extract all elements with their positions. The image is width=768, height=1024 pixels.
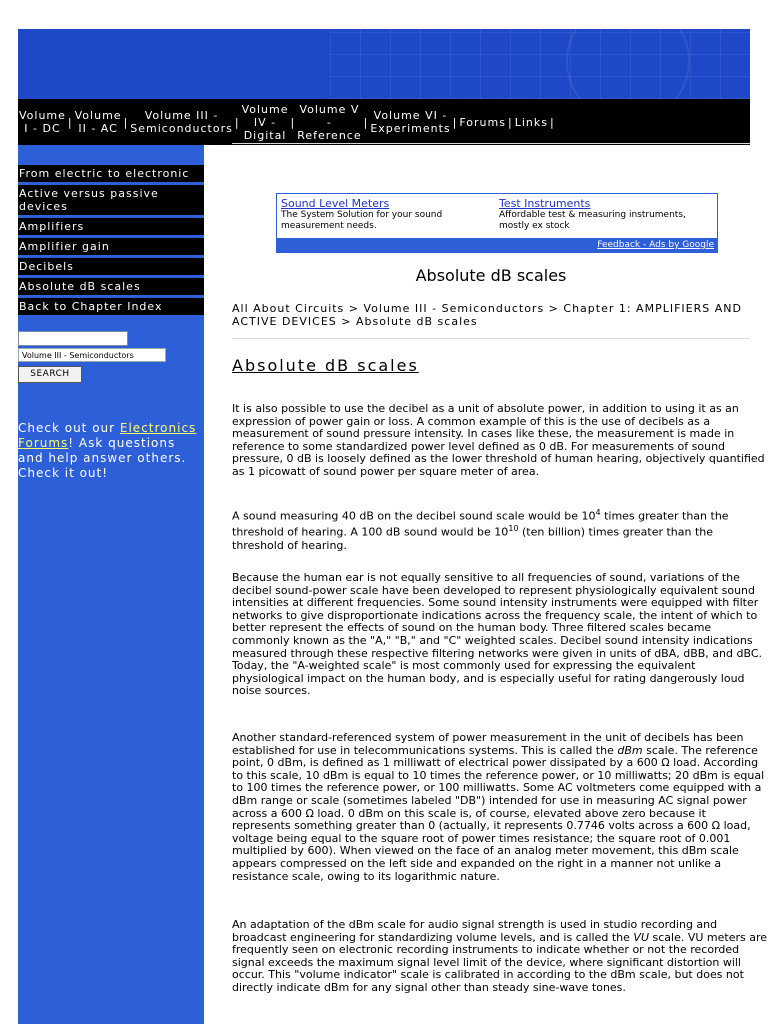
banner-circle-decoration	[566, 29, 690, 99]
search-volume-select[interactable]: Volume III - Semiconductors	[18, 348, 166, 362]
nav-separator: |	[290, 115, 296, 129]
paragraph: An adaptation of the dBm scale for audio signal strength is used in studio recording and broadcast engineering for standardizing volume levels, and is called the VU scale. VU meters are frequently seen on electronic recording instruments to indicate whether or not the recorded signal exceeds the maximum signal level limit of the device, where significant distortion will occur. This "volume indicator" scale is calibrated in according to the dBm scale, but does not directly indicate dBm for any signal other than steady sine-wave tones.	[232, 918, 768, 994]
nav-volume-1[interactable]: Volume I - DC	[19, 109, 66, 135]
breadcrumb-divider	[232, 338, 750, 339]
header-divider	[232, 143, 750, 144]
ad-title-link[interactable]: Test Instruments	[499, 197, 591, 210]
ads-footer	[277, 238, 717, 252]
section-heading: Absolute dB scales	[232, 356, 419, 375]
menu-item-active-versus-passive[interactable]: Active versus passive devices	[18, 185, 204, 215]
menu-item-amplifiers[interactable]: Amplifiers	[18, 218, 204, 235]
nav-separator: |	[549, 115, 555, 129]
nav-separator: |	[452, 115, 458, 129]
nav-separator: |	[507, 115, 513, 129]
menu-item-decibels[interactable]: Decibels	[18, 258, 204, 275]
search-button[interactable]: SEARCH	[18, 366, 82, 383]
nav-volume-3[interactable]: Volume III - Semiconductors	[130, 109, 233, 135]
ad-title-link[interactable]: Sound Level Meters	[281, 197, 390, 210]
chapter-menu	[18, 165, 204, 318]
menu-item-amplifier-gain[interactable]: Amplifier gain	[18, 238, 204, 255]
nav-volume-4[interactable]: Volume IV - Digital	[241, 102, 289, 142]
ad-sound-level-meters	[281, 197, 491, 232]
menu-item-absolute-db-scales[interactable]: Absolute dB scales	[18, 278, 204, 295]
header-banner	[18, 29, 750, 99]
nav-volume-5[interactable]: Volume V - Reference	[297, 102, 362, 142]
paragraph: Because the human ear is not equally sensitive to all frequencies of sound, variations of the decibel sound-power scale have been developed to represent physiologically equivalent sound intensities at different frequencies. Some sound intensity instruments were equipped with filter networks to give disproportionate indications across the frequency scale, the intent of which to better represent the effects of sound on the human body. Three filtered scales became commonly known as the "A," "B," and "C" weighted scales. Decibel sound intensity indications measured through these respective filtering networks were given in units of dBA, dBB, and dBC. Today, the "A-weighted scale" is most commonly used for expressing the equivalent physiological impact on the human body, and is especially useful for rating dangerously loud noise sources.	[232, 571, 763, 698]
ad-description: Affordable test & measuring instruments, mostly ex stock	[499, 210, 686, 231]
nav-separator: |	[363, 115, 369, 129]
menu-item-from-electric-to-electronic[interactable]: From electric to electronic	[18, 165, 204, 182]
nav-links[interactable]: Links	[514, 115, 548, 129]
ad-test-instruments	[499, 197, 709, 232]
forum-promo: Check out our Electronics Forums! Ask questions and help answer others. Check it out!	[18, 421, 197, 480]
breadcrumb: All About Circuits > Volume III - Semiconductors > Chapter 1: AMPLIFIERS AND ACTIVE DEVICES > Absolute dB scales	[232, 302, 742, 328]
page-title: Absolute dB scales	[415, 266, 567, 285]
nav-separator: |	[234, 115, 240, 129]
ads-feedback-link[interactable]: Feedback - Ads by Google	[597, 240, 714, 250]
search-input[interactable]	[18, 331, 128, 346]
ads-box	[276, 193, 718, 253]
top-navigation	[18, 99, 750, 145]
paragraph: It is also possible to use the decibel as a unit of absolute power, in addition to using it as an expression of power gain or loss. A common example of this is the use of decibels as a measurement of sound pressure intensity. In cases like these, the measurement is made in reference to some standardized power level defined as 0 dB. For measurements of sound pressure, 0 dB is loosely defined as the lower threshold of human hearing, objectively quantified as 1 picowatt of sound power per square meter of area.	[232, 402, 765, 478]
menu-item-back-to-chapter-index[interactable]: Back to Chapter Index	[18, 298, 204, 315]
paragraph: Another standard-referenced system of power measurement in the unit of decibels has been established for use in telecommunications systems. This is called the dBm scale. The reference point, 0 dBm, is defined as 1 milliwatt of electrical power dissipated by a 600 Ω load. According to this scale, 10 dBm is equal to 10 times the reference power, or 10 milliwatts; 20 dBm is equal to 100 times the reference power, or 100 milliwatts. Some AC voltmeters come equipped with a dBm range or scale (sometimes labeled "DB") intended for use in measuring AC signal power across a 600 Ω load. 0 dBm on this scale is, of course, elevated above zero because it represents something greater than 0 (actually, it represents 0.7746 volts across a 600 Ω load, voltage being equal to the square root of power times resistance; the square root of 0.001 multiplied by 600). When viewed on the face of an analog meter movement, this dBm scale appears compressed on the left side and expanded on the right in a manner not unlike a resistance scale, owing to its logarithmic nature.	[232, 731, 765, 883]
ad-description: The System Solution for your sound measurement needs.	[281, 210, 443, 231]
paragraph: A sound measuring 40 dB on the decibel sound scale would be $10^4$ times greater than the threshold of hearing. A 100 dB sound would be $10^{10}$ (ten billion) times greater than the threshold of hearing.	[232, 508, 729, 552]
nav-separator: |	[67, 115, 73, 129]
nav-volume-2[interactable]: Volume II - AC	[74, 109, 122, 135]
electronics-forums-link[interactable]: Electronics Forums	[18, 421, 197, 450]
nav-separator: |	[123, 115, 129, 129]
nav-forums[interactable]: Forums	[459, 115, 506, 129]
nav-volume-6[interactable]: Volume VI - Experiments	[370, 109, 451, 135]
